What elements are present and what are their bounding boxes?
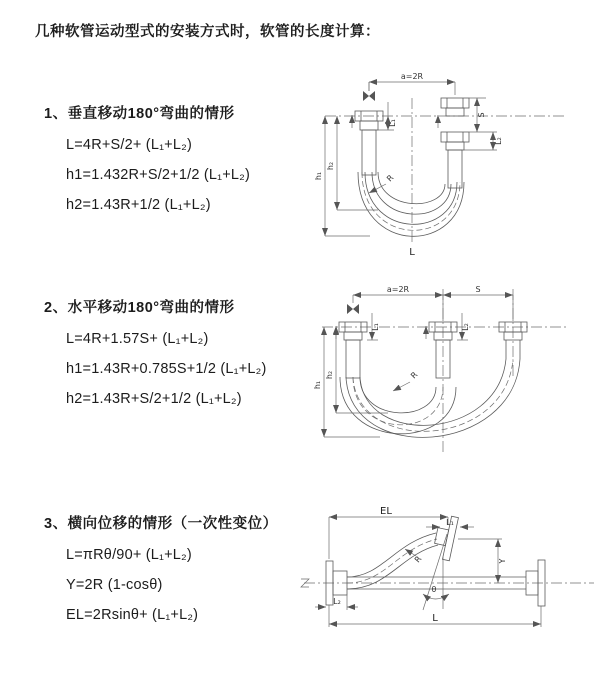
section-2-heading: 2、水平移动180°弯曲的情形	[44, 300, 235, 316]
dim-label-l: L	[432, 613, 438, 624]
valve-icon	[363, 82, 375, 101]
dim-label-theta: θ	[431, 585, 437, 594]
section-lateral-displacement	[44, 514, 278, 634]
dim-stroke-s	[443, 285, 513, 295]
dim-fitting-left	[315, 595, 358, 610]
centerline-horizontal	[301, 579, 594, 587]
dim-label-h1: h₁	[313, 380, 322, 390]
dim-label-r: R	[412, 554, 424, 565]
diagram-vertical-u-bend	[312, 70, 595, 263]
formula-l: L=πRθ/90+ (L₁+L₂)	[66, 547, 192, 563]
dim-label-width: a=2R	[386, 285, 410, 294]
dim-label-l1: L₁	[446, 518, 454, 527]
dim-offset-y	[458, 539, 507, 583]
dim-label-h1: h₁	[314, 171, 323, 181]
formula-y: Y=2R (1-cosθ)	[66, 577, 163, 593]
middle-flange-assembly	[426, 322, 457, 378]
formula-el: EL=2Rsinθ+ (L₁+L₂)	[66, 607, 199, 623]
formula-h2: h2=1.43R+1/2 (L₁+L₂)	[66, 197, 211, 213]
length-label: L	[409, 247, 415, 258]
dim-label-l2: L₂	[461, 323, 470, 331]
dim-label-s: S	[475, 285, 481, 294]
dim-label-h2: h₂	[326, 161, 335, 171]
section-3-heading: 3、横向位移的情形（一次性变位）	[44, 516, 278, 532]
dim-stroke-s	[469, 98, 497, 132]
dim-fitting-top	[426, 518, 474, 527]
dim-label-width: a=2R	[400, 72, 424, 81]
dim-fitting-left	[367, 313, 380, 340]
section-horizontal-movement	[44, 298, 267, 418]
radius-leader	[393, 370, 420, 391]
dim-label-h2: h₂	[325, 370, 334, 380]
dim-label-s: S	[477, 112, 486, 118]
dim-hose-width	[353, 285, 443, 295]
dim-label-r: R	[409, 370, 420, 381]
section-vertical-movement	[44, 104, 250, 224]
radius-leader	[405, 549, 424, 564]
dim-hose-width	[369, 72, 455, 95]
valve-icon	[347, 304, 359, 314]
upper-flange	[432, 514, 459, 561]
formula-l: L=4R+1.57S+ (L₁+L₂)	[66, 331, 209, 347]
hose-u-bend-original	[340, 377, 456, 434]
dim-label-l1: L₁	[371, 323, 380, 331]
page-title: 几种软管运动型式的安装方式时，软管的长度计算：	[35, 24, 380, 40]
dim-length	[329, 605, 541, 627]
dim-label-l2: L₂	[494, 137, 503, 145]
dim-fitting-mid	[457, 313, 470, 340]
dim-label-l1: L₁	[388, 119, 397, 127]
dim-el	[329, 506, 448, 559]
right-flange-assembly	[438, 98, 469, 188]
formula-h1: h1=1.43R+0.785S+1/2 (L₁+L₂)	[66, 361, 267, 377]
diagram-horizontal-u-bend	[308, 283, 600, 467]
dim-fitting-right	[462, 132, 503, 150]
dim-label-l2: L₂	[333, 597, 341, 606]
dim-label-el: EL	[380, 506, 392, 517]
dim-label-r: R	[385, 173, 396, 184]
diagram-lateral-displacement	[298, 503, 598, 653]
left-flange-assembly	[336, 322, 367, 378]
section-1-heading: 1、垂直移动180°弯曲的情形	[44, 106, 235, 122]
formula-h2: h2=1.43R+S/2+1/2 (L₁+L₂)	[66, 391, 242, 407]
formula-l: L=4R+S/2+ (L₁+L₂)	[66, 137, 192, 153]
dim-label-y: Y	[498, 558, 507, 564]
formula-h1: h1=1.432R+S/2+1/2 (L₁+L₂)	[66, 167, 251, 183]
left-flange-assembly	[352, 111, 383, 175]
